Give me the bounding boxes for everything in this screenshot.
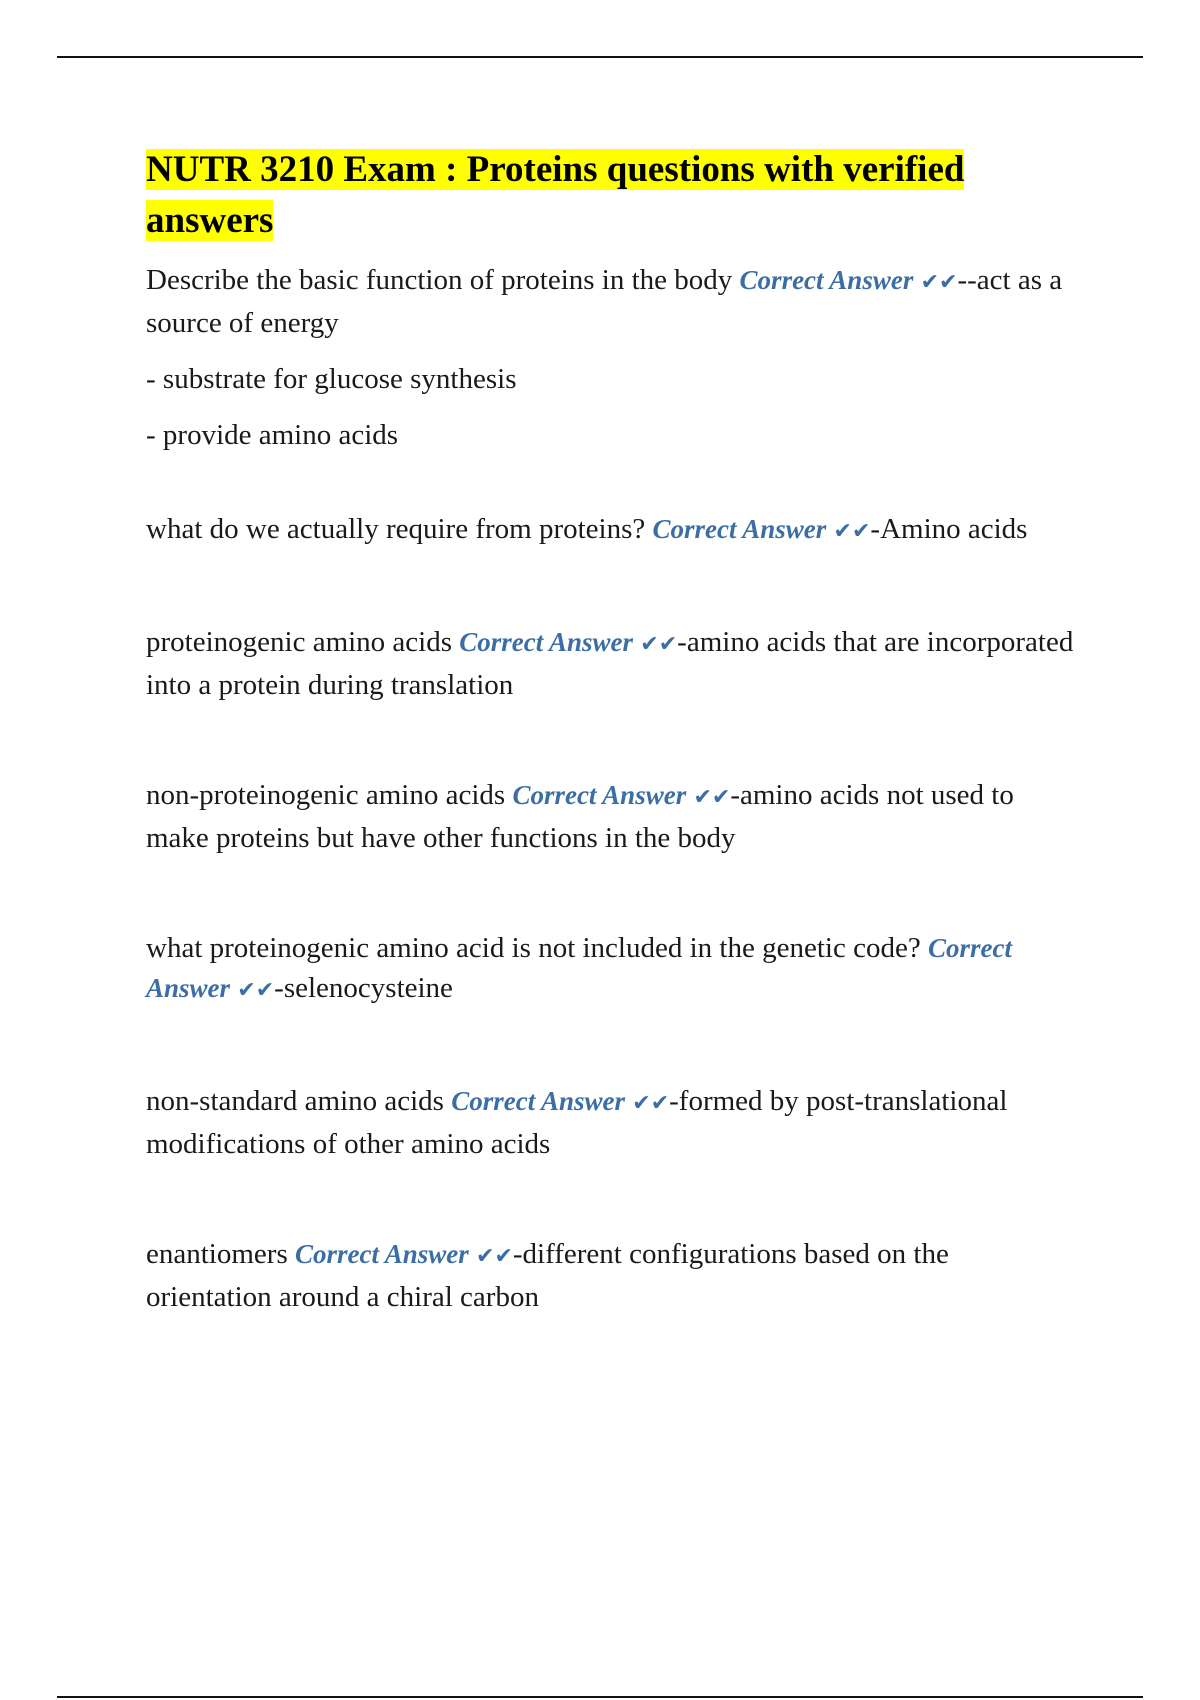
answer-text: --act as a source of energy (146, 264, 1063, 339)
qa-item (146, 1234, 1076, 1317)
double-check-icon: ✔✔ (693, 785, 731, 810)
answer-extra-line: - substrate for glucose synthesis (146, 363, 517, 395)
double-check-icon: ✔✔ (920, 270, 958, 295)
question-text: what proteinogenic amino acid is not included in the genetic code? (146, 932, 921, 964)
qa-item (146, 509, 1076, 552)
question-text: Describe the basic function of proteins in the body (146, 264, 733, 296)
double-check-icon: ✔✔ (237, 978, 275, 1003)
qa-line (146, 1234, 1076, 1317)
answer-text: -formed by post-translational modifications of other amino acids (146, 1085, 1008, 1160)
answer-text: -different configurations based on the orientation around a chiral carbon (146, 1238, 949, 1313)
double-check-icon: ✔✔ (833, 519, 871, 544)
correct-answer-label: Correct Answer (294, 1239, 469, 1269)
answer-text: -selenocysteine (274, 972, 453, 1004)
document-title (146, 144, 1076, 246)
qa-line (146, 1081, 1076, 1164)
qa-item (146, 260, 1076, 455)
qa-item (146, 1081, 1076, 1164)
qa-line (146, 622, 1076, 705)
double-check-icon: ✔✔ (476, 1244, 513, 1269)
answer-text: -Amino acids (870, 513, 1028, 545)
correct-answer-label: Correct Answer (146, 933, 1012, 1003)
question-text: non-standard amino acids (146, 1085, 444, 1117)
qa-line (146, 775, 1076, 858)
qa-line (146, 928, 1076, 1011)
qa-item (146, 928, 1076, 1011)
correct-answer-label: Correct Answer (512, 780, 687, 810)
title-highlight: NUTR 3210 Exam : Proteins questions with verified answers (146, 149, 965, 241)
double-check-icon: ✔✔ (632, 1091, 670, 1116)
question-text: non-proteinogenic amino acids (146, 779, 506, 811)
question-text: proteinogenic amino acids (146, 626, 453, 658)
question-text: what do we actually require from proteins? (146, 513, 646, 545)
double-check-icon: ✔✔ (640, 632, 678, 657)
question-text: enantiomers (146, 1238, 288, 1270)
correct-answer-label: Correct Answer (739, 265, 914, 295)
qa-item (146, 775, 1076, 858)
header-rule (57, 56, 1143, 58)
answer-extra-line: - provide amino acids (146, 419, 399, 451)
qa-line (146, 509, 1076, 552)
document-body (146, 144, 1076, 1387)
answer-text: -amino acids that are incorporated into a protein during translation (146, 626, 1074, 701)
qa-line (146, 260, 1076, 343)
correct-answer-label: Correct Answer (451, 1086, 626, 1116)
qa-item (146, 622, 1076, 705)
answer-text: -amino acids not used to make proteins but have other functions in the body (146, 779, 1014, 854)
correct-answer-label: Correct Answer (459, 627, 634, 657)
footer-rule (57, 1696, 1143, 1698)
correct-answer-label: Correct Answer (652, 514, 827, 544)
